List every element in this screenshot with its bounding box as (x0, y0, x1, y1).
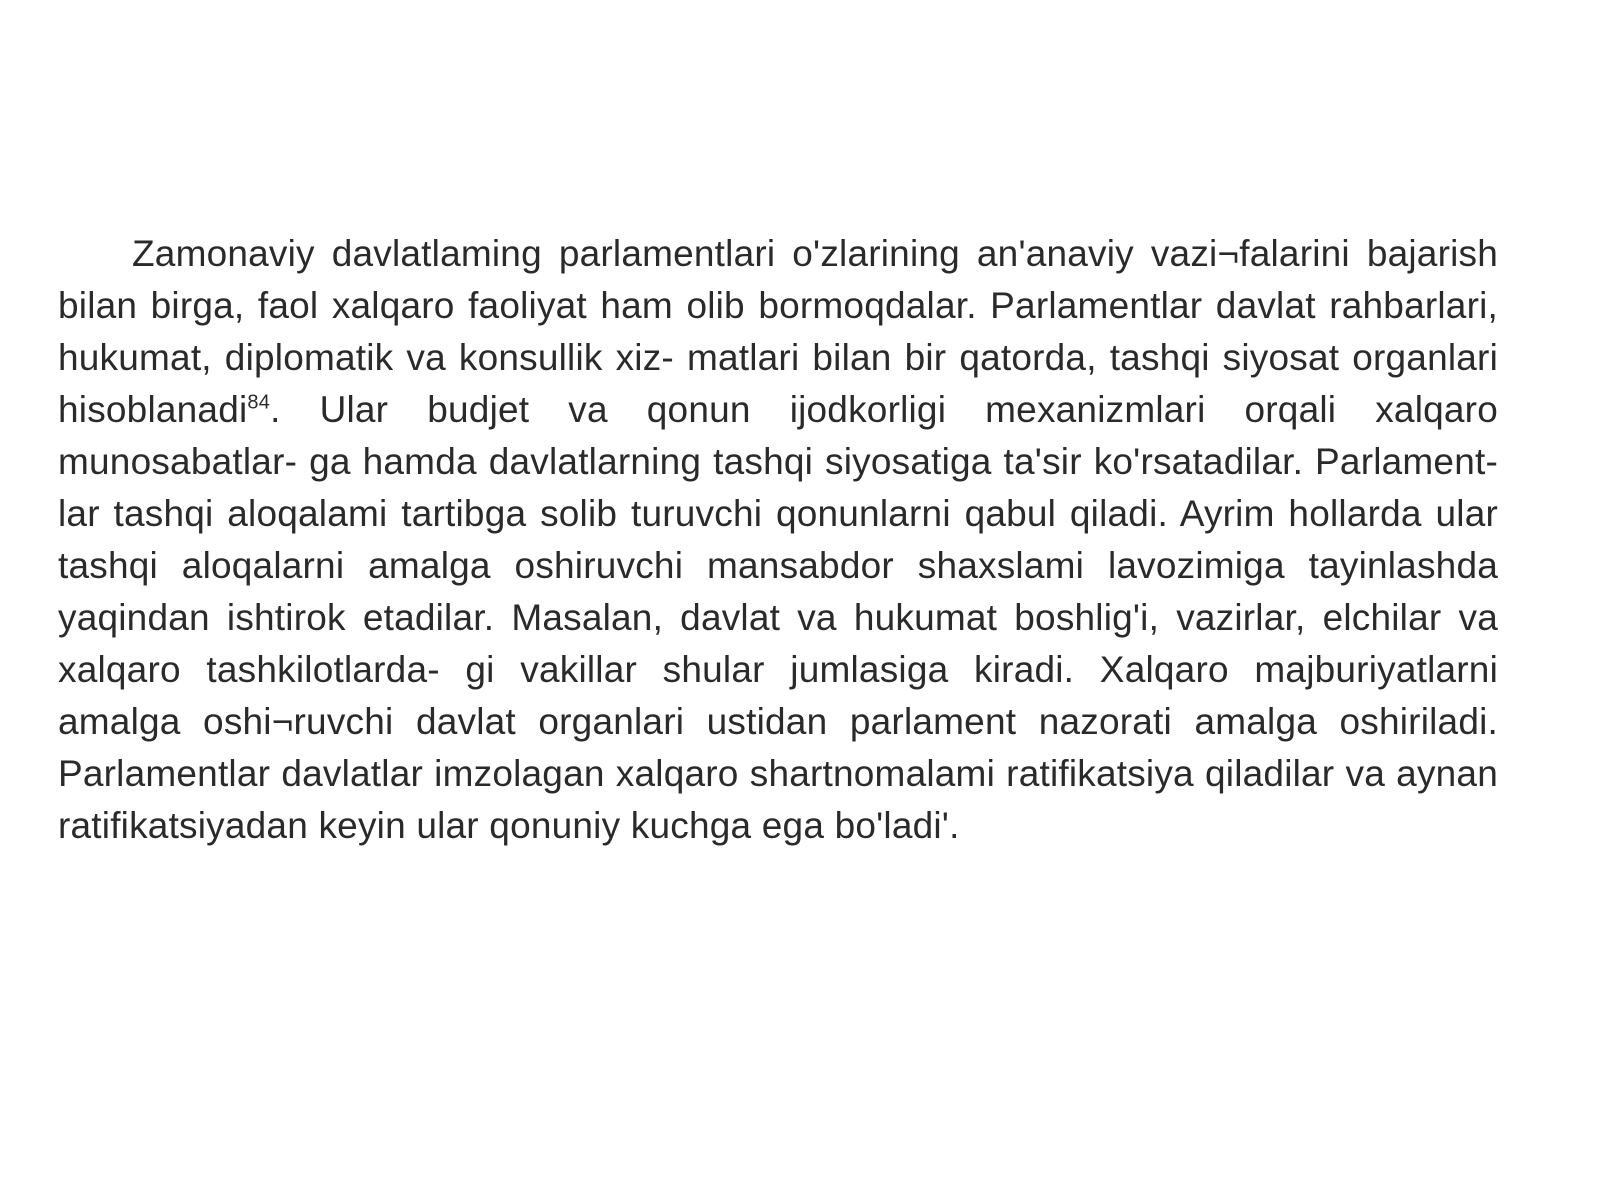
footnote-reference: 84 (247, 391, 271, 414)
paragraph (58, 228, 1498, 852)
paragraph-text-part-2: . Ular budjet va qonun ijodkorligi mexanizmlari orqali xalqaro munosabatlar- ga hamda davlatlarning tashqi siyosatiga ta'sir ko'rsatadilar. Parlament- lar tashqi aloqalami tartibga solib turuvchi qonunlarni qabul qiladi. Ayrim hollarda ular tashqi aloqalarni amalga oshiruvchi mansabdor shaxslami lavozimiga tayinlashda yaqindan ishtirok etadilar. Masalan, davlat va hukumat boshlig'i, vazirlar, elchilar va xalqaro tashkilotlarda- gi vakillar shular jumlasiga kiradi. Xalqaro majburiyatlarni amalga oshi¬ruvchi davlat organlari ustidan parlament nazorati amalga oshiriladi. Parlamentlar davlatlar imzolagan xalqaro shartnomalami ratifikatsiya qiladilar va aynan ratifikatsiyadan keyin ular qonuniy kuchga ega bo'ladi'. (58, 389, 1498, 846)
text-block (58, 228, 1498, 986)
paragraph-text-part-1: Zamonaviy davlatlaming parlamentlari o'zlarining an'anaviy vazi¬falarini bajarish bilan birga, faol xalqaro faoliyat ham olib bormoqdalar. Parlamentlar davlat rahbarlari, hukumat, diplomatik va konsullik xiz- matlari bilan bir qatorda, tashqi siyosat organlari hisoblanadi (58, 233, 1498, 430)
